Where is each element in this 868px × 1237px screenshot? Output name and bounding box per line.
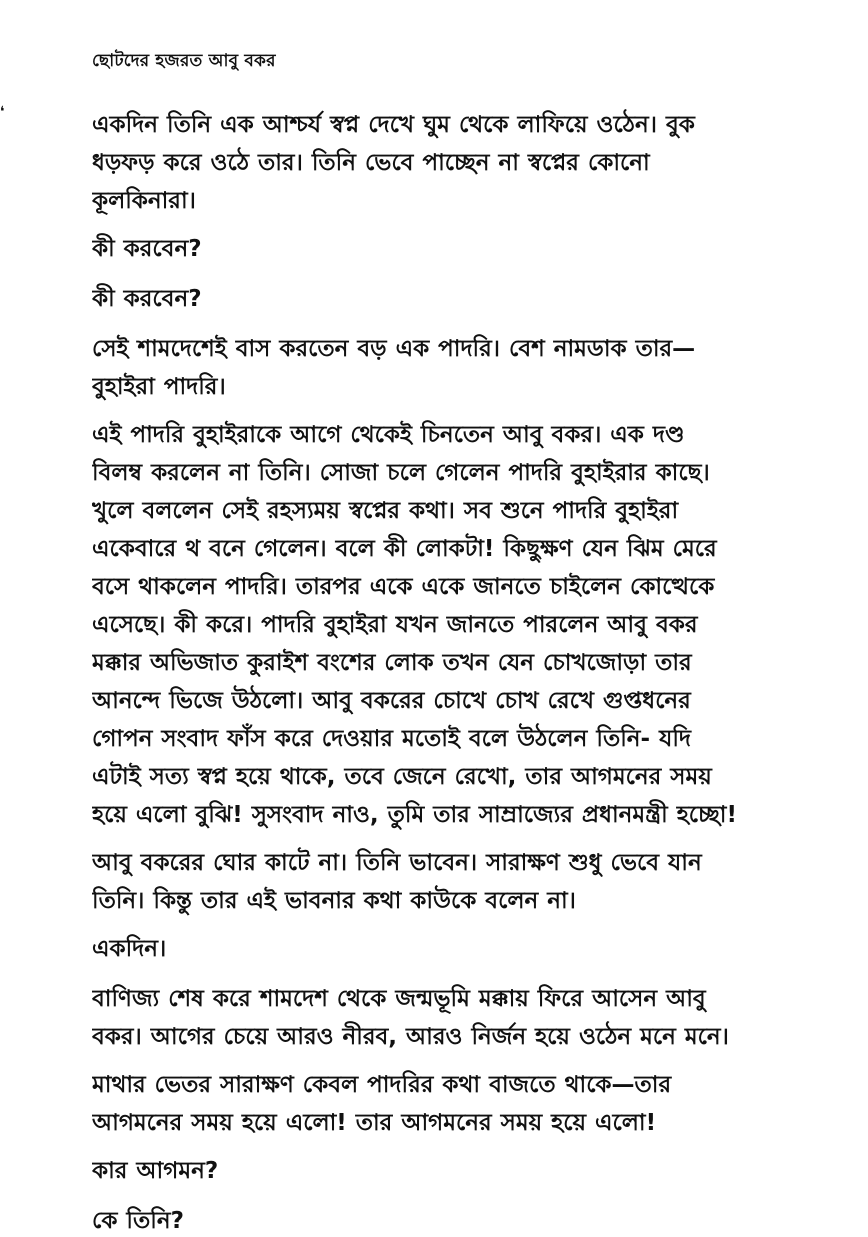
paragraph-9 <box>92 1066 810 1142</box>
paragraph-1 <box>92 106 810 220</box>
paragraph-line: বুহাইরা পাদরি। <box>92 374 226 400</box>
paragraph-line: কী করবেন? <box>92 236 202 262</box>
paragraph-line: বকর। আগের চেয়ে আরও নীরব, আরও নির্জন হয়ে ওঠেন মনে মনে। <box>92 1024 729 1050</box>
paragraph-line: তিনি। কিন্তু তার এই ভাবনার কথা কাউকে বলেন না। <box>92 888 576 914</box>
paragraph-8 <box>92 980 810 1056</box>
paragraph-6 <box>92 844 810 920</box>
paragraph-line: একদিন তিনি এক আশ্চর্য স্বপ্ন দেখে ঘুম থেকে লাফিয়ে ওঠেন। বুক <box>92 112 695 138</box>
paragraph-line: মাথার ভেতর সারাক্ষণ কেবল পাদরির কথা বাজতে থাকে—তার <box>92 1072 672 1098</box>
body-text <box>92 106 810 1237</box>
paragraph-line: বাণিজ্য শেষ করে শামদেশ থেকে জন্মভূমি মক্কায় ফিরে আসেন আবু <box>92 986 706 1012</box>
paragraph-2 <box>92 230 810 268</box>
paragraph-4 <box>92 330 810 406</box>
paragraph-line: হয়ে এলো বুঝি! সুসংবাদ নাও, তুমি তার সাম্রাজ্যের প্রধানমন্ত্রী হচ্ছো! <box>92 802 737 828</box>
paragraph-line: বসে থাকলেন পাদরি। তারপর একে একে জানতে চাইলেন কোত্থেকে <box>92 574 715 600</box>
paragraph-line: এটাই সত্য স্বপ্ন হয়ে থাকে, তবে জেনে রেখো, তার আগমনের সময় <box>92 764 712 790</box>
paragraph-line: ধড়ফড় করে ওঠে তার। তিনি ভেবে পাচ্ছেন না স্বপ্নের কোনো <box>92 150 650 176</box>
paragraph-line: এসেছে। কী করে। পাদরি বুহাইরা যখন জানতে পারলেন আবু বকর <box>92 612 698 638</box>
paragraph-line: একদিন। <box>92 936 167 962</box>
margin-mark: ❛ <box>0 104 5 120</box>
paragraph-line: আগমনের সময় হয়ে এলো! তার আগমনের সময় হয়ে এলো! <box>92 1110 657 1136</box>
paragraph-10 <box>92 1152 810 1190</box>
paragraph-line: সেই শামদেশেই বাস করতেন বড় এক পাদরি। বেশ নামডাক তার— <box>92 336 696 362</box>
paragraph-line: কী করবেন? <box>92 286 202 312</box>
paragraph-line: আনন্দে ভিজে উঠলো। আবু বকরের চোখে চোখ রেখে গুপ্তধনের <box>92 688 691 714</box>
paragraph-line: কার আগমন? <box>92 1158 219 1184</box>
paragraph-3 <box>92 280 810 318</box>
paragraph-line: মক্কার অভিজাত কুরাইশ বংশের লোক তখন যেন চোখজোড়া তার <box>92 650 692 676</box>
paragraph-line: আবু বকরের ঘোর কাটে না। তিনি ভাবেন। সারাক্ষণ শুধু ভেবে যান <box>92 850 702 876</box>
paragraph-5 <box>92 416 810 834</box>
paragraph-line: একেবারে থ বনে গেলেন। বলে কী লোকটা! কিছুক্ষণ যেন ঝিম মেরে <box>92 536 717 562</box>
paragraph-line: বিলম্ব করলেন না তিনি। সোজা চলে গেলেন পাদরি বুহাইরার কাছে। <box>92 460 710 486</box>
paragraph-11 <box>92 1202 810 1237</box>
paragraph-line: খুলে বললেন সেই রহস্যময় স্বপ্নের কথা। সব শুনে পাদরি বুহাইরা <box>92 498 679 524</box>
paragraph-7 <box>92 930 810 968</box>
running-header-title: ছোটদের হজরত আবু বকর <box>92 51 276 71</box>
paragraph-line: কূলকিনারা। <box>92 188 196 214</box>
paragraph-line: কে তিনি? <box>92 1208 184 1234</box>
paragraph-line: এই পাদরি বুহাইরাকে আগে থেকেই চিনতেন আবু বকর। এক দণ্ড <box>92 422 685 448</box>
paragraph-line: গোপন সংবাদ ফাঁস করে দেওয়ার মতোই বলে উঠলেন তিনি- যদি <box>92 726 692 752</box>
